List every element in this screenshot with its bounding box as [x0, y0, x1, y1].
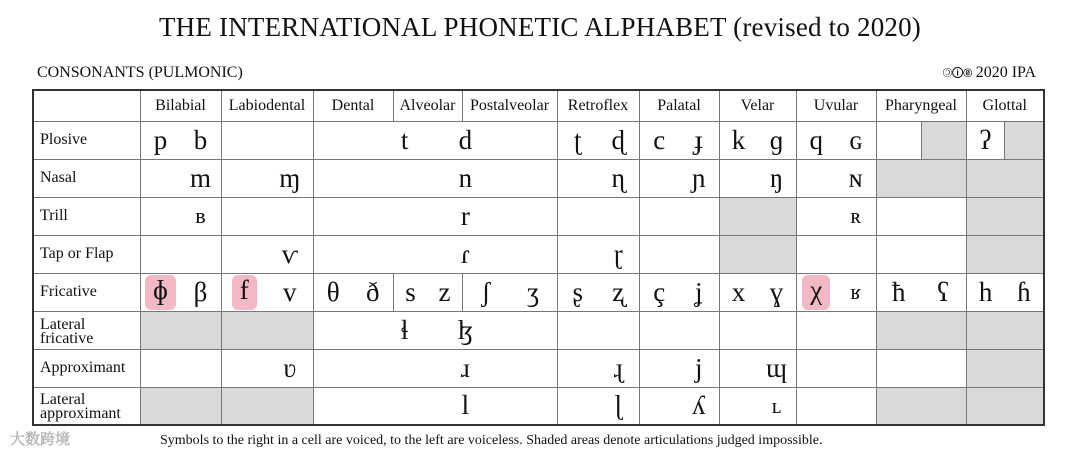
license-year: 2020 IPA	[975, 64, 1036, 81]
highlighted-symbol: ɸ	[145, 275, 176, 310]
symbol: ʂ	[572, 276, 583, 307]
highlighted-symbol: f	[232, 275, 257, 310]
col-glottal: Glottal	[966, 90, 1044, 121]
row-label-lateral-fricative: Lateral fricative	[33, 311, 140, 349]
row-label-tap-or-flap: Tap or Flap	[33, 235, 140, 273]
row-fricative	[33, 273, 1044, 311]
symbol: ʙ	[195, 203, 206, 228]
row-plosive	[33, 121, 1044, 159]
row-tap-or-flap	[33, 235, 1044, 273]
shaded-cell	[876, 311, 966, 349]
shaded-cell	[221, 387, 313, 425]
row-approximant	[33, 349, 1044, 387]
symbol: ɡ	[769, 124, 784, 155]
col-dental: Dental	[313, 90, 393, 121]
symbol: θ	[326, 276, 340, 307]
symbol: ʐ	[612, 276, 625, 307]
symbol: k	[731, 124, 746, 155]
symbol: ʔ	[979, 124, 992, 155]
symbol: ʋ	[283, 352, 297, 383]
corner-cell	[33, 90, 140, 121]
symbol: n	[458, 162, 473, 193]
shaded-cell	[966, 349, 1044, 387]
symbol: ʈ	[573, 124, 582, 155]
shaded-cell	[966, 235, 1044, 273]
symbol: s	[405, 276, 416, 307]
shaded-cell	[966, 387, 1044, 425]
symbol: ʕ	[937, 276, 950, 307]
footnote: Symbols to the right in a cell are voiced, to the left are voiceless. Shaded areas denote articulations judged impossible.	[160, 433, 823, 448]
symbol: ɭ	[614, 390, 622, 421]
shaded-cell	[966, 311, 1044, 349]
row-label-fricative: Fricative	[33, 273, 140, 311]
col-pharyngeal: Pharyngeal	[876, 90, 966, 121]
shaded-cell	[719, 235, 796, 273]
col-uvular: Uvular	[796, 90, 876, 121]
symbol: ʒ	[527, 276, 539, 307]
symbol: l	[461, 390, 470, 421]
shaded-cell	[1004, 122, 1043, 159]
symbol: m	[189, 162, 211, 193]
symbol: ɱ	[279, 162, 301, 193]
symbol: ɽ	[613, 238, 623, 269]
symbol: ŋ	[769, 162, 784, 193]
row-lateral-approximant	[33, 387, 1044, 425]
section-subtitle: CONSONANTS (PULMONIC)	[37, 64, 243, 81]
symbol: ʎ	[692, 390, 706, 421]
symbol: z	[438, 276, 451, 307]
symbol: ɬ	[400, 314, 409, 345]
symbol: ʟ	[771, 392, 782, 418]
highlighted-symbol: χ	[802, 275, 830, 310]
symbol: ɲ	[692, 162, 706, 193]
col-retroflex: Retroflex	[557, 90, 639, 121]
symbol: ɳ	[611, 162, 625, 193]
col-bilabial: Bilabial	[140, 90, 221, 121]
symbol: x	[731, 276, 746, 307]
symbol: ɮ	[457, 314, 474, 345]
symbol: ɻ	[613, 352, 623, 383]
row-trill	[33, 197, 1044, 235]
symbol: ɟ	[694, 124, 704, 155]
row-label-lateral-approximant: Lateral approximant	[33, 387, 140, 425]
row-label-approximant: Approximant	[33, 349, 140, 387]
license-label	[943, 64, 1036, 85]
row-label-nasal: Nasal	[33, 159, 140, 197]
shaded-cell	[876, 387, 966, 425]
symbol: ɢ	[849, 124, 862, 155]
row-label-trill: Trill	[33, 197, 140, 235]
header-row	[33, 90, 1044, 121]
symbol: ɖ	[611, 124, 625, 155]
symbol: b	[193, 124, 208, 155]
shaded-cell	[221, 311, 313, 349]
page-title: THE INTERNATIONAL PHONETIC ALPHABET (revised to 2020)	[158, 12, 921, 42]
symbol: ɣ	[769, 276, 784, 307]
shaded-cell	[921, 122, 966, 159]
symbol: ʁ	[850, 279, 862, 304]
watermark-logo: 大数跨境	[10, 430, 71, 448]
symbol: h	[978, 276, 993, 307]
shaded-cell	[966, 159, 1044, 197]
col-alveolar: Alveolar	[393, 90, 462, 121]
row-label-plosive: Plosive	[33, 121, 140, 159]
shaded-cell	[719, 197, 796, 235]
shaded-cell	[140, 311, 221, 349]
symbol: ɴ	[849, 162, 863, 193]
symbol: p	[153, 124, 168, 155]
symbol: ⱱ	[281, 238, 298, 269]
shaded-cell	[966, 197, 1044, 235]
consonant-chart	[32, 89, 1045, 426]
shaded-cell	[876, 159, 966, 197]
symbol: q	[809, 124, 823, 155]
symbol: ɦ	[1017, 276, 1031, 307]
symbol: ʝ	[694, 276, 703, 307]
row-lateral-fricative	[33, 311, 1044, 349]
symbol: β	[193, 276, 208, 307]
symbol: v	[283, 276, 297, 307]
symbol: d	[458, 124, 473, 155]
creative-commons-icon: 🄯🛈🄍	[942, 66, 972, 80]
row-nasal	[33, 159, 1044, 197]
symbol: j	[694, 352, 703, 383]
symbol: c	[653, 124, 666, 155]
shaded-cell	[140, 387, 221, 425]
symbol: ð	[366, 276, 380, 307]
symbol: ɰ	[765, 352, 787, 383]
symbol: ɹ	[460, 352, 470, 383]
symbol: ç	[653, 276, 666, 307]
col-palatal: Palatal	[639, 90, 719, 121]
col-velar: Velar	[719, 90, 796, 121]
symbol: r	[460, 200, 470, 231]
symbol: ɾ	[460, 238, 470, 269]
symbol: ħ	[892, 276, 906, 307]
col-postalveolar: Postalveolar	[462, 90, 557, 121]
symbol: t	[400, 124, 409, 155]
symbol: ʃ	[481, 276, 491, 307]
symbol: ʀ	[850, 203, 862, 228]
col-labiodental: Labiodental	[221, 90, 313, 121]
